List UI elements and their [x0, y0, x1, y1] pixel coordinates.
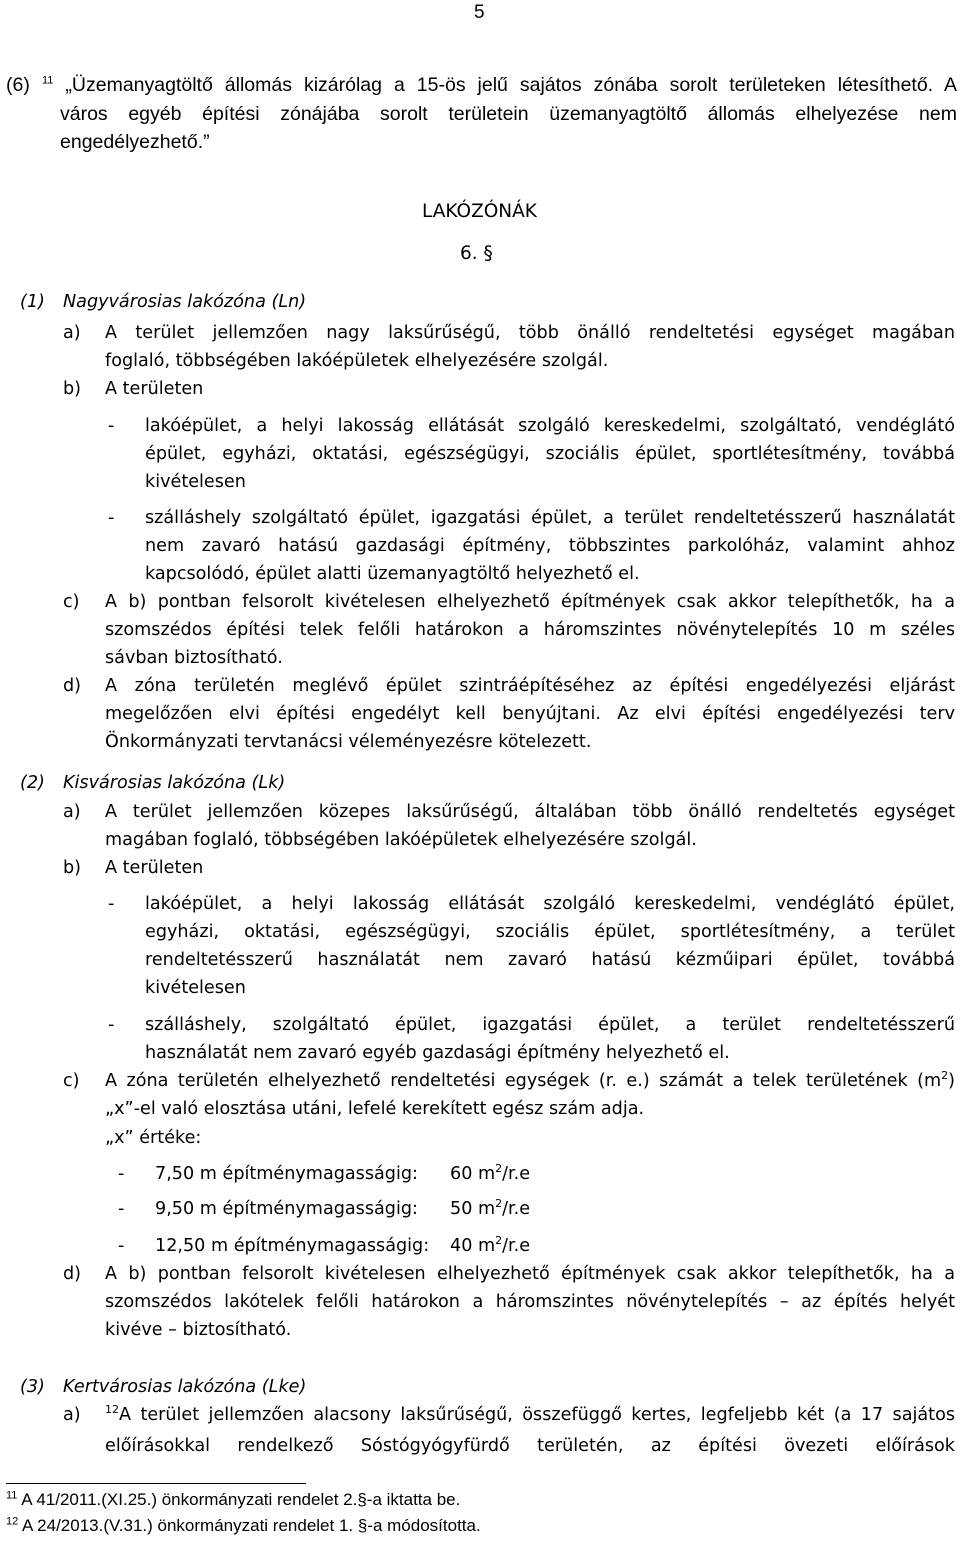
- paragraph-6-label: (6): [6, 74, 30, 96]
- chapter-heading: LAKÓZÓNÁK: [422, 201, 537, 222]
- s2-c-line-2: „x”-el való elosztása utáni, lefelé kerekített egész szám adja.: [105, 1099, 645, 1119]
- s3-title: Kertvárosias lakózóna (Lke): [63, 1377, 307, 1397]
- s1-item-2-line-1: szálláshely szolgáltató épület, igazgatási épület, a terület rendeltetésszerű használatát: [145, 508, 955, 528]
- s2-item-1-line-1: lakóépület, a helyi lakosság ellátását szolgáló kereskedelmi, vendéglátó épület,: [145, 894, 955, 914]
- s2-row-3-height: 12,50 m építménymagasságig:: [155, 1236, 430, 1256]
- s2-row-dash-3: -: [118, 1236, 125, 1256]
- s1-c-line-2: szomszédos építési telek felőli határokon a háromszintes növénytelepítés 10 m széles: [105, 620, 955, 640]
- s1-title: Nagyvárosias lakózóna (Ln): [63, 292, 307, 312]
- s2-d-line-3: kivéve – biztosítható.: [105, 1320, 292, 1340]
- s1-d-label: d): [63, 676, 82, 696]
- s2-row-1-value: 60 $m^2/r.e$: [450, 1162, 531, 1184]
- s1-item-1-line-2: épület, egyházi, oktatási, egészségügyi, szociális épület, sportlétesítmény, továbbá: [145, 444, 955, 464]
- s2-row-dash-2: -: [118, 1199, 125, 1219]
- s2-c-line-3: „x” értéke:: [105, 1128, 202, 1148]
- s2-c-label: c): [63, 1071, 80, 1091]
- footnote-11: $^{11}$ A 41/2011.(XI.25.) önkormányzati rendelet 2.§-a iktatta be.: [6, 1489, 461, 1509]
- s1-d-line-3: Önkormányzati tervtanácsi véleményezésre kötelezett.: [105, 732, 592, 752]
- s1-b-label: b): [63, 379, 82, 399]
- s1-c-label: c): [63, 592, 80, 612]
- s1-c-line-1: A b) pontban felsorolt kivételesen elhelyezhető építmények csak akkor telepíthetők, ha a: [105, 592, 955, 612]
- s3-a-label: a): [63, 1405, 81, 1425]
- s2-a-line-2: magában foglaló, többségében lakóépületek elhelyezésére szolgál.: [105, 830, 697, 850]
- s2-a-line-1: A terület jellemzően közepes laksűrűségű, általában több önálló rendeltetés egységet: [105, 802, 955, 822]
- s1-item-1-line-3: kivételesen: [145, 472, 246, 492]
- s2-row-2-height: 9,50 m építménymagasságig:: [155, 1199, 418, 1219]
- s1-a-line-2: foglaló, többségében lakóépületek elhelyezésére szolgál.: [105, 351, 609, 371]
- s2-row-2-value: 50 $m^2/r.e$: [450, 1197, 531, 1219]
- page-number: 5: [474, 2, 485, 23]
- s2-title: Kisvárosias lakózóna (Lk): [63, 773, 286, 793]
- footnote-12: $^{12}$ A 24/2013.(V.31.) önkormányzati rendelet 1. §-a módosította.: [6, 1515, 481, 1535]
- s2-dash-1: -: [108, 894, 115, 914]
- s2-a-label: a): [63, 802, 81, 822]
- s2-dash-2: -: [108, 1015, 115, 1035]
- s1-a-label: a): [63, 323, 81, 343]
- s1-a-line-1: A terület jellemzően nagy laksűrűségű, több önálló rendeltetési egységet magában: [105, 323, 955, 343]
- s1-c-line-3: sávban biztosítható.: [105, 648, 283, 668]
- paragraph-6-line-2: város egyéb építési zónájába sorolt területein üzemanyagtöltő állomás elhelyezése nem: [60, 103, 957, 125]
- s1-d-line-1: A zóna területén meglévő épület szintráépítéséhez az építési engedélyezési eljárást: [105, 676, 955, 696]
- s2-item-2-line-2: használatát nem zavaró egyéb gazdasági építmény helyezhető el.: [145, 1043, 730, 1063]
- s1-dash-2: -: [108, 508, 115, 528]
- s3-a-line-2: előírásokkal rendelkező Sóstógyógyfürdő területén, az építési övezeti előírások: [105, 1436, 955, 1456]
- paragraph-6-line-1: $^{11}$ „Üzemanyagtöltő állomás kizárólag a 15-ös jelű sajátos zónába sorolt területeken létesíthető. A: [42, 74, 957, 96]
- s2-item-1-line-2: egyházi, oktatási, egészségügyi, szociális épület, sportlétesítmény, a terület: [145, 922, 955, 942]
- s2-row-dash-1: -: [118, 1164, 125, 1184]
- footnote-ref-11: 11: [42, 74, 54, 87]
- s3-a-line-1: $^{12}$A terület jellemzően alacsony laksűrűségű, összefüggő kertes, legfeljebb két (a 17 sajátos: [105, 1403, 955, 1425]
- section-number: 6. §: [460, 243, 493, 264]
- s2-item-2-line-1: szálláshely, szolgáltató épület, igazgatási épület, a terület rendeltetésszerű: [145, 1015, 955, 1035]
- s2-label: (2): [20, 773, 45, 793]
- s1-d-line-2: megelőzően elvi építési engedélyt kell benyújtani. Az elvi építési engedélyezési terv: [105, 704, 955, 724]
- s2-d-line-1: A b) pontban felsorolt kivételesen elhelyezhető építmények csak akkor telepíthetők, ha a: [105, 1264, 955, 1284]
- s1-item-1-line-1: lakóépület, a helyi lakosság ellátását szolgáló kereskedelmi, szolgáltató, vendéglátó: [145, 416, 955, 436]
- s2-item-1-line-3: rendeltetésszerű használatát nem zavaró hatású kézműipari épület, továbbá: [145, 950, 955, 970]
- s2-b-text: A területen: [105, 858, 204, 878]
- s1-item-2-line-3: kapcsolódó, épület alatti üzemanyagtöltő helyezhető el.: [145, 564, 640, 584]
- s2-row-3-value: 40 $m^2/r.e$: [450, 1234, 531, 1256]
- s2-b-label: b): [63, 858, 82, 878]
- s1-item-2-line-2: nem zavaró hatású gazdasági építmény, többszintes parkolóház, valamint ahhoz: [145, 536, 955, 556]
- footnote-separator: [6, 1483, 306, 1484]
- s1-b-text: A területen: [105, 379, 204, 399]
- s1-label: (1): [20, 292, 45, 312]
- paragraph-6-line-3: engedélyezhető.”: [60, 131, 210, 153]
- footnote-ref-12: 12: [105, 1403, 119, 1417]
- s3-label: (3): [20, 1377, 45, 1397]
- s2-item-1-line-4: kivételesen: [145, 978, 246, 998]
- s1-dash-1: -: [108, 416, 115, 436]
- s2-c-line-1: A zóna területén elhelyezhető rendeltetési egységek (r. e.) számát a telek területének $(m^2)$: [105, 1069, 955, 1091]
- s2-row-1-height: 7,50 m építménymagasságig:: [155, 1164, 418, 1184]
- s2-d-line-2: szomszédos lakótelek felőli határokon a háromszintes növénytelepítés – az építés helyét: [105, 1292, 955, 1312]
- s2-d-label: d): [63, 1264, 82, 1284]
